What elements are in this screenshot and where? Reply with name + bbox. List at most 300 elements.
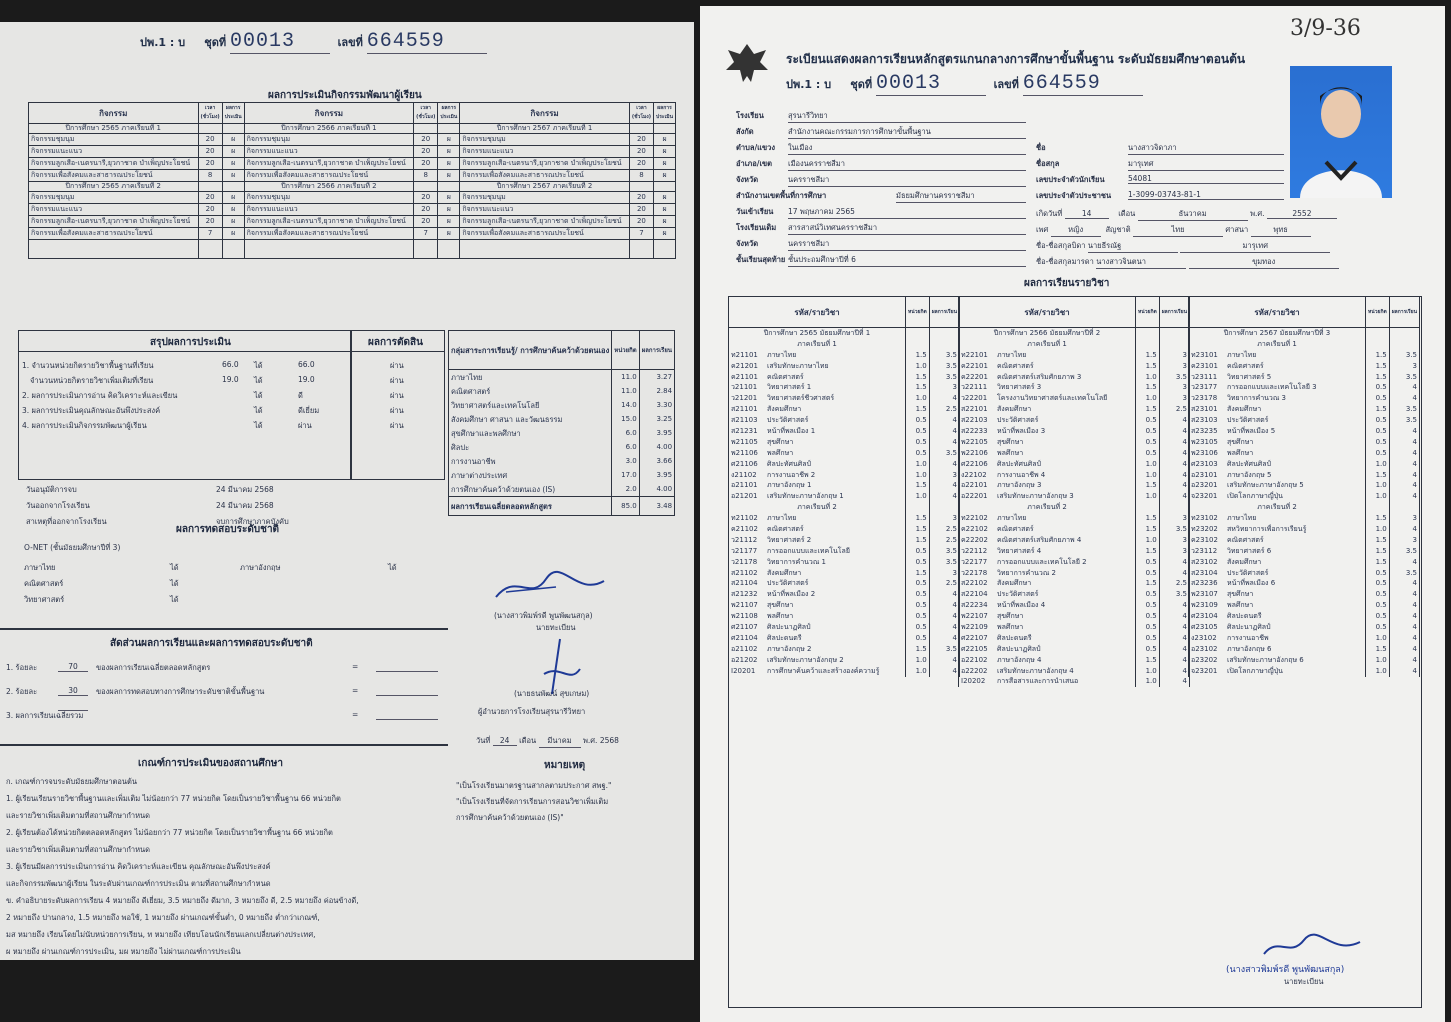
birth-row [1036, 208, 1337, 221]
criteria-line: ก. เกณฑ์การจบระดับมัธยมศึกษาตอนต้น [6, 777, 138, 786]
subject-row [959, 589, 1190, 600]
subject-credit: 1.5 [906, 644, 930, 655]
subject-cell [959, 666, 1136, 677]
subject-row [959, 644, 1190, 655]
subject-code: ส22101 [961, 405, 988, 414]
activity-name: กิจกรรมชุมนุม [29, 192, 199, 204]
subject-credit: 1.5 [906, 535, 930, 546]
grade-column-table [958, 296, 1190, 687]
subject-code: ส23235 [1191, 426, 1218, 435]
ratio-rule [0, 628, 448, 630]
date-label: วันอนุมัติการจบ [26, 485, 77, 494]
subject-credit: 1.5 [906, 513, 930, 524]
empty-cell [1389, 328, 1419, 339]
subject-code: พ23107 [1191, 590, 1218, 599]
subject-name: ภาษาไทย [1227, 514, 1257, 523]
subject-grade: 4 [1159, 480, 1189, 491]
subject-code: พ22106 [961, 448, 988, 457]
activity-hours: 20 [414, 134, 438, 146]
subject-name: หน้าที่พลเมือง 1 [767, 426, 816, 435]
activity-row [29, 158, 676, 170]
subject-cell [959, 633, 1136, 644]
subject-credit: 0.5 [906, 448, 930, 459]
registrar-signature [1256, 930, 1366, 962]
subject-credit: 0.5 [906, 415, 930, 426]
ratio-desc: ของผลการเรียนเฉลี่ยตลอดหลักสูตร [96, 663, 211, 672]
subject-grade: 4 [929, 491, 959, 502]
subject-name: ประวัติศาสตร์ [767, 579, 809, 588]
subject-name: สหวิทยาการเพื่อการเรียนรู้ [1227, 524, 1307, 533]
subject-credit: 1.0 [1136, 470, 1160, 481]
nationality-label: สัญชาติ [1105, 225, 1131, 234]
subject-name: เสริมทักษะภาษาอังกฤษ 1 [767, 492, 844, 501]
subject-cell [729, 513, 906, 524]
subject-code: ท21101 [731, 350, 758, 359]
subject-credit: 0.5 [906, 622, 930, 633]
subject-grade: 4 [1159, 426, 1189, 437]
subject-code: ง23102 [1191, 633, 1217, 642]
subject-credit: 0.5 [1366, 437, 1390, 448]
activity-name: กิจกรรมแนะแนว [244, 204, 414, 216]
subject-grade: 4 [1159, 415, 1189, 426]
subject-code: ส21101 [731, 405, 758, 414]
subject-row [729, 524, 960, 535]
remark-line: การศึกษาค้นคว้าด้วยตนเอง (IS)" [456, 813, 564, 822]
subject-row [729, 448, 960, 459]
subject-grade: 2.5 [1159, 404, 1189, 415]
ratio-result [376, 710, 438, 720]
subject-cell [1189, 655, 1366, 666]
subject-name: สังคมศึกษา [767, 568, 802, 577]
result-col-header: ผลการ ประเมิน [438, 103, 460, 124]
subject-row [959, 491, 1190, 502]
registrar-name: (นางสาวพิมพ์รดี พูนพัฒนสกุล) [494, 611, 593, 620]
subject-grade: 3.5 [1159, 372, 1189, 383]
subject-name: วิทยาศาสตร์ 6 [1227, 546, 1272, 555]
birth-year-label: พ.ศ. [1250, 209, 1265, 218]
semester-row [959, 328, 1190, 339]
subject-grade: 3.5 [929, 644, 959, 655]
subject-row [729, 546, 960, 557]
subject-code: อ21202 [731, 655, 758, 664]
group-credit: 11.0 [612, 370, 639, 385]
empty-cell [414, 182, 438, 192]
subject-name: ภาษาไทย [1227, 350, 1257, 359]
subject-name: วิทยาศาสตร์ 2 [767, 535, 812, 544]
subject-grade: 4 [1389, 524, 1419, 535]
garuda-emblem-icon [724, 40, 770, 86]
year-label: พ.ศ. [582, 736, 598, 745]
subject-cell [1189, 524, 1366, 535]
month-label: เดือน [519, 736, 537, 745]
semester-label: ภาคเรียนที่ 1 [959, 339, 1136, 350]
subject-grade: 4 [1159, 459, 1189, 470]
subject-code: พ22105 [961, 437, 988, 446]
subject-name: ประวัติศาสตร์ [997, 590, 1039, 599]
subject-grade: 4 [1389, 448, 1419, 459]
subject-cell [1189, 589, 1366, 600]
subject-grade: 2.5 [929, 578, 959, 589]
subject-row [1189, 535, 1420, 546]
subject-grade: 4 [1389, 382, 1419, 393]
activity-result: ผ [222, 146, 244, 158]
time-col-header: เวลา (ชั่วโมง) [414, 103, 438, 124]
subject-grade: 3 [1159, 382, 1189, 393]
empty-cell [629, 182, 653, 192]
subject-name: วิทยาศาสตร์ 4 [997, 546, 1042, 555]
subject-name: สังคมศึกษา [997, 405, 1032, 414]
subject-name: เสริมทักษะภาษาอังกฤษ 4 [997, 666, 1074, 675]
subject-name: การงานอาชีพ [1227, 633, 1269, 642]
subject-code: อ23202 [1191, 655, 1218, 664]
subject-code: ส23102 [1191, 557, 1218, 566]
activity-name: กิจกรรมลูกเสือ-เนตรนารี,ยุวกาชาด บำเพ็ญประโยชน์ [29, 216, 199, 228]
activity-result: ผ [654, 216, 676, 228]
subject-cell [959, 382, 1136, 393]
activity-hours: 20 [198, 134, 222, 146]
subject-code: ส22103 [961, 416, 988, 425]
subject-cell [959, 404, 1136, 415]
subject-grade: 4 [929, 459, 959, 470]
subject-cell [1189, 535, 1366, 546]
subject-name: การสื่อสารและการนำเสนอ [997, 677, 1079, 686]
empty-cell [244, 240, 414, 259]
criteria-title: เกณฑ์การประเมินของสถานศึกษา [138, 758, 283, 769]
subject-code: พ21105 [731, 437, 758, 446]
registrar-role: นายทะเบียน [536, 623, 576, 632]
subject-header: รหัส/รายวิชา [959, 297, 1136, 328]
activity-hours: 20 [414, 192, 438, 204]
handwritten-date: 3/9-36 [1290, 16, 1361, 41]
subject-credit: 0.5 [1366, 426, 1390, 437]
subject-name: คณิตศาสตร์เสริมศักยภาพ 4 [997, 535, 1082, 544]
subject-name: หน้าที่พลเมือง 6 [1227, 579, 1276, 588]
subject-credit: 1.5 [1136, 382, 1160, 393]
sex-value: หญิง [1051, 224, 1101, 237]
semester-label: ภาคเรียนที่ 1 [1189, 339, 1366, 350]
subject-credit: 1.5 [1136, 361, 1160, 372]
ratio-desc: ของผลการทดสอบทางการศึกษาระดับชาติขั้นพื้นฐาน [96, 687, 265, 696]
date-label: สาเหตุที่ออกจากโรงเรียน [26, 517, 107, 526]
subject-name: คณิตศาสตร์ [997, 361, 1034, 370]
activity-result: ผ [438, 134, 460, 146]
info-value: นางสาวจิดาภา [1128, 142, 1284, 155]
empty-cell [629, 124, 653, 134]
empty-cell [654, 124, 676, 134]
empty-cell [1366, 502, 1390, 513]
subject-grade: 3 [1159, 546, 1189, 557]
subject-name: วิทยาการคำนวณ 1 [767, 557, 827, 566]
subject-cell [729, 568, 906, 579]
group-credit: 14.0 [612, 398, 639, 412]
subject-code: ส23236 [1191, 579, 1218, 588]
group-grade: 3.95 [639, 468, 674, 482]
subject-cell [1189, 557, 1366, 568]
subject-cell [729, 470, 906, 481]
activity-result: ผ [222, 158, 244, 170]
criteria-line: 3. ผู้เรียนมีผลการประเมินการอ่าน คิดวิเคราะห์และเขียน คุณลักษณะอันพึงประสงค์ [6, 862, 271, 871]
subject-row [959, 393, 1190, 404]
subject-credit: 1.0 [1366, 666, 1390, 677]
grades-title: ผลการเรียนรายวิชา [1024, 278, 1110, 289]
summary-got: 66.0 [298, 360, 315, 369]
subject-cell [959, 448, 1136, 459]
empty-cell [654, 182, 676, 192]
info-label: สังกัด [736, 127, 754, 136]
group-grade: 3.66 [639, 454, 674, 468]
info-label: เลขประจำตัวนักเรียน [1036, 175, 1105, 184]
subject-row [1189, 415, 1420, 426]
student-photo [1290, 66, 1392, 198]
subject-grade: 4 [1159, 677, 1189, 688]
subject-grade: 3 [929, 513, 959, 524]
subject-row [959, 382, 1190, 393]
subject-credit: 0.5 [1136, 600, 1160, 611]
subject-credit: 0.5 [1136, 611, 1160, 622]
subject-row [729, 513, 960, 524]
subject-row [1189, 361, 1420, 372]
subject-credit: 1.5 [1366, 404, 1390, 415]
subject-name: เสริมทักษะภาษาอังกฤษ 5 [1227, 481, 1304, 490]
subject-credit: 1.5 [906, 480, 930, 491]
subject-name: คณิตศาสตร์ [1227, 361, 1264, 370]
subject-grade: 4 [1389, 589, 1419, 600]
activity-result: ผ [654, 158, 676, 170]
subject-name: ภาษาอังกฤษ 4 [997, 655, 1042, 664]
activity-hours: 20 [198, 192, 222, 204]
subject-name: ประวัติศาสตร์ [1227, 568, 1269, 577]
subject-header: รหัส/รายวิชา [1189, 297, 1366, 328]
subject-credit: 1.0 [906, 361, 930, 372]
subject-name: ศิลปะนาฏศิลป์ [1227, 622, 1271, 631]
subject-row [1189, 491, 1420, 502]
subject-code: ท22101 [961, 350, 988, 359]
subject-row [959, 480, 1190, 491]
subject-code: ว22112 [961, 546, 988, 555]
summary-label: จำนวนหน่วยกิตรายวิชาเพิ่มเติมที่เรียน [30, 376, 154, 385]
subject-code: ว22178 [961, 568, 988, 577]
activity-name: กิจกรรมชุมนุม [460, 134, 630, 146]
subject-row [1189, 546, 1420, 557]
subject-grade: 4 [1389, 578, 1419, 589]
subject-code: ง22102 [961, 470, 987, 479]
subject-row [1189, 578, 1420, 589]
subject-row [729, 426, 960, 437]
subject-grade: 4 [1159, 557, 1189, 568]
onet-sub: O-NET (ชั้นมัธยมศึกษาปีที่ 3) [24, 543, 121, 552]
subject-cell [729, 666, 906, 677]
subject-cell [729, 459, 906, 470]
registrar-role: นายทะเบียน [1284, 977, 1324, 986]
grade-header-row [959, 297, 1190, 328]
subject-row [729, 404, 960, 415]
subject-code: ส21232 [731, 590, 758, 599]
subject-code: ส23103 [1191, 416, 1218, 425]
subject-credit: 0.5 [906, 578, 930, 589]
summary-got: ดี [298, 391, 303, 400]
group-row [449, 454, 675, 468]
subject-credit: 0.5 [906, 437, 930, 448]
subject-row [1189, 568, 1420, 579]
activity-name: กิจกรรมเพื่อสังคมและสาธารณประโยชน์ [244, 228, 414, 240]
group-name: สุขศึกษาและพลศึกษา [449, 426, 612, 440]
subject-cell [729, 350, 906, 361]
subject-cell [729, 546, 906, 557]
summary-got: ผ่าน [298, 421, 312, 430]
subject-grade: 3.5 [929, 448, 959, 459]
semester-row [959, 502, 1190, 513]
subject-row [1189, 437, 1420, 448]
subject-credit: 1.5 [1136, 524, 1160, 535]
subject-name: สุขศึกษา [1227, 590, 1254, 599]
subject-code: อ21102 [731, 644, 758, 653]
subject-grade: 4 [1159, 622, 1189, 633]
group-grade: 2.84 [639, 384, 674, 398]
father-last: มารุเทศ [1180, 240, 1330, 253]
activity-name: กิจกรรมแนะแนว [460, 204, 630, 216]
subject-row [959, 372, 1190, 383]
subject-code: ว23177 [1191, 383, 1218, 392]
subject-cell [959, 677, 1136, 688]
subject-name: พลศึกษา [997, 448, 1024, 457]
subject-name: คณิตศาสตร์ [767, 524, 804, 533]
subject-row [959, 470, 1190, 481]
ratio-value [58, 710, 88, 711]
activity-result: ผ [654, 170, 676, 182]
onet-english: ภาษาอังกฤษ [240, 563, 281, 572]
subject-name: พลศึกษา [767, 612, 794, 621]
criteria-line: ผ หมายถึง ผ่านเกณฑ์การประเมิน, มผ หมายถึง ไม่ผ่านเกณฑ์การประเมิน [6, 947, 241, 956]
groups-table [448, 330, 675, 516]
subject-grade: 4 [929, 600, 959, 611]
activity-hours: 20 [629, 216, 653, 228]
empty-cell [222, 182, 244, 192]
subject-code: ท23202 [1191, 524, 1218, 533]
empty-cell [460, 240, 630, 259]
subject-cell [1189, 633, 1366, 644]
subject-code: ค22102 [961, 524, 988, 533]
subject-grade: 4 [1159, 633, 1189, 644]
subject-grade: 3 [1159, 535, 1189, 546]
subject-name: พลศึกษา [1227, 601, 1254, 610]
activity-name: กิจกรรมเพื่อสังคมและสาธารณประโยชน์ [29, 170, 199, 182]
activity-row [29, 134, 676, 146]
grade-column-table [728, 296, 960, 677]
subject-code: ว23112 [1191, 546, 1218, 555]
subject-credit: 0.5 [1136, 589, 1160, 600]
activities-title: ผลการประเมินกิจกรรมพัฒนาผู้เรียน [268, 90, 422, 101]
activity-name: กิจกรรมชุมนุม [29, 134, 199, 146]
father-label: ชื่อ-ชื่อสกุลบิดา [1036, 241, 1086, 250]
activity-semester-row [29, 182, 676, 192]
activity-name: กิจกรรมลูกเสือ-เนตรนารี,ยุวกาชาด บำเพ็ญประโยชน์ [460, 158, 630, 170]
subject-grade: 2.5 [929, 404, 959, 415]
subject-grade: 4 [1159, 666, 1189, 677]
subject-row [959, 448, 1190, 459]
subject-row [959, 600, 1190, 611]
total-label: ผลการเรียนเฉลี่ยตลอดหลักสูตร [449, 497, 612, 516]
subject-grade: 4 [929, 611, 959, 622]
subject-credit: 1.5 [906, 372, 930, 383]
group-total-row [449, 497, 675, 516]
activity-name: กิจกรรมเพื่อสังคมและสาธารณประโยชน์ [460, 170, 630, 182]
subject-credit: 1.0 [1366, 633, 1390, 644]
empty-cell [198, 240, 222, 259]
total-grade: 3.48 [639, 497, 674, 516]
subject-credit: 0.5 [906, 589, 930, 600]
transcript-front-page [700, 6, 1445, 1022]
subject-credit: 0.5 [1136, 568, 1160, 579]
grade-column-table [1188, 296, 1420, 677]
criteria-line: และรายวิชาเพิ่มเติมตามที่สถานศึกษากำหนด [6, 845, 151, 854]
subject-cell [959, 568, 1136, 579]
subject-row [1189, 372, 1420, 383]
subject-code: ค22202 [961, 535, 988, 544]
subject-credit: 1.5 [906, 350, 930, 361]
subject-code: ศ23105 [1191, 622, 1218, 631]
group-row [449, 412, 675, 426]
subject-cell [1189, 666, 1366, 677]
subject-cell [959, 426, 1136, 437]
subject-name: วิทยาศาสตร์ 1 [767, 383, 812, 392]
subject-cell [959, 491, 1136, 502]
subject-row [729, 480, 960, 491]
group-name: วิทยาศาสตร์และเทคโนโลยี [449, 398, 612, 412]
subject-credit: 0.5 [906, 426, 930, 437]
subject-name: การงานอาชีพ 4 [997, 470, 1046, 479]
subject-row [729, 393, 960, 404]
summary-result: ผ่าน [390, 421, 404, 430]
credit-header: หน่วยกิต [612, 331, 639, 370]
mother-first: นางสาวจินตนา [1096, 256, 1186, 269]
info-value: 54081 [1128, 174, 1284, 184]
info-value: สารสาสน์วิเทศนครราชสีมา [788, 222, 1026, 235]
subject-grade: 3.5 [1389, 546, 1419, 557]
activity-row [29, 216, 676, 228]
group-credit: 6.0 [612, 440, 639, 454]
registrar-name: (นางสาวพิมพ์รดี พูนพัฒนสกุล) [1226, 965, 1345, 975]
criteria-line: และรายวิชาเพิ่มเติมตามที่สถานศึกษากำหนด [6, 811, 151, 820]
subject-credit: 1.0 [906, 491, 930, 502]
activity-hours: 20 [629, 192, 653, 204]
activity-result: ผ [438, 146, 460, 158]
onet-subject: ภาษาไทย [24, 563, 56, 572]
subject-row [959, 415, 1190, 426]
empty-cell [654, 240, 676, 259]
activity-result: ผ [438, 170, 460, 182]
subject-code: พ23106 [1191, 448, 1218, 457]
subject-name: การออกแบบและเทคโนโลยี 3 [1227, 383, 1317, 392]
ratio-value: 70 [58, 662, 88, 672]
activity-hours: 8 [629, 170, 653, 182]
subject-cell [1189, 361, 1366, 372]
empty-cell [906, 339, 930, 350]
subject-code: พ21108 [731, 612, 758, 621]
subject-credit: 0.5 [1366, 448, 1390, 459]
subject-credit: 1.5 [1366, 535, 1390, 546]
activity-hours: 20 [629, 134, 653, 146]
activities-table [28, 102, 676, 259]
transcript-back-page [0, 22, 694, 960]
summary-result: ผ่าน [390, 376, 404, 385]
subject-cell [1189, 372, 1366, 383]
group-name: คณิตศาสตร์ [449, 384, 612, 398]
subject-grade: 4 [1159, 437, 1189, 448]
activity-result: ผ [654, 146, 676, 158]
subject-cell [729, 557, 906, 568]
semester-row [1189, 502, 1420, 513]
subject-row [729, 361, 960, 372]
